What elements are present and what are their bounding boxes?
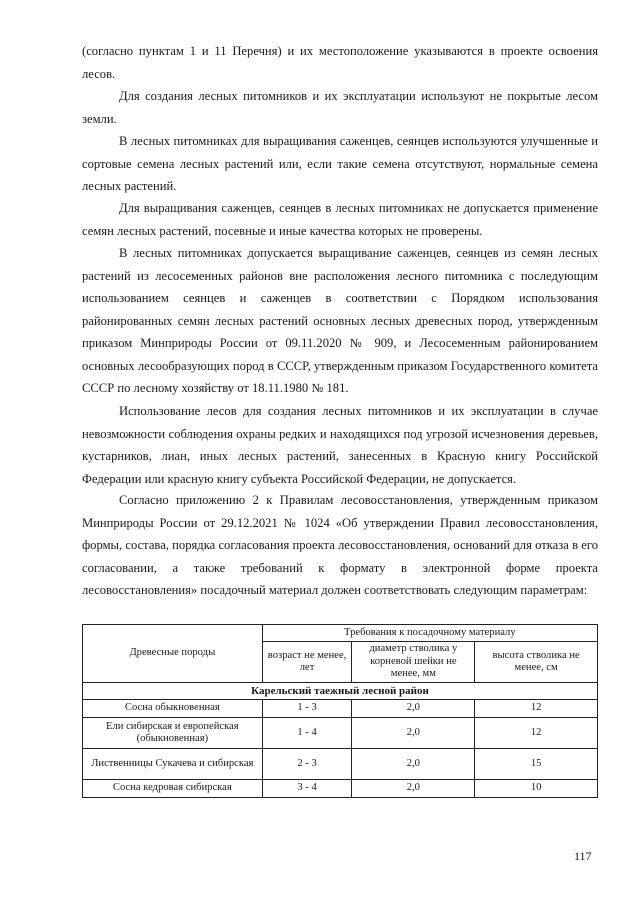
paragraph-4: Для выращивания саженцев, сеянцев в лесных питомниках не допускается применение семян лесных растений, посевные и иные качества которых не проверены. [82,201,598,238]
table-row [83,700,598,718]
region-label: Карельский таежный лесной район [83,683,598,700]
cell-diameter: 2,0 [352,718,475,749]
paragraph-5: В лесных питомниках допускается выращивание саженцев, сеянцев из семян лесных растений из лесосеменных районов вне расположения лесного питомника с последующим использованием сеянцев и саженцев в соответствии с Порядком использования районированных семян лесных растений основных лесных древесных пород, утвержденным приказом Минприроды России от 09.11.2020 № 909, и Лесосеменным районированием основных лесообразующих пород в СССР, утвержденным приказом Государственного комитета СССР по лесному хозяйству от 18.11.1980 № 181. [82,246,598,395]
cell-age: 1 - 4 [262,718,352,749]
cell-height: 12 [475,700,598,718]
cell-diameter: 2,0 [352,700,475,718]
table-row [83,780,598,798]
cell-height: 15 [475,749,598,780]
cell-height: 10 [475,780,598,798]
table-region-row [83,683,598,700]
cell-age: 1 - 3 [262,700,352,718]
cell-species: Сосна кедровая сибирская [83,780,263,798]
cell-age: 3 - 4 [262,780,352,798]
cell-species: Лиственницы Сукачева и сибирская [83,749,263,780]
header-diameter: диаметр стволика у корневой шейки не менее, мм [352,642,475,683]
header-species: Древесные породы [83,625,263,683]
header-age: возраст не менее, лет [262,642,352,683]
paragraph-1: (согласно пунктам 1 и 11 Перечня) и их местоположение указываются в проекте освоения лесов. [82,44,598,81]
cell-species: Ели сибирская и европейская (обыкновенная) [83,718,263,749]
header-requirements: Требования к посадочному материалу [262,625,597,642]
cell-species: Сосна обыкновенная [83,700,263,718]
page-number: 117 [574,849,592,863]
cell-diameter: 2,0 [352,749,475,780]
cell-diameter: 2,0 [352,780,475,798]
cell-height: 12 [475,718,598,749]
table-row [83,718,598,749]
paragraph-3: В лесных питомниках для выращивания саженцев, сеянцев используются улучшенные и сортовые семена лесных растений или, если такие семена отсутствуют, нормальные семена лесных растений. [82,134,598,193]
table-row [83,749,598,780]
table-header-row [83,625,598,642]
paragraph-2: Для создания лесных питомников и их эксплуатации используют не покрытые лесом земли. [82,89,598,126]
planting-material-table [82,624,598,798]
paragraph-7: Согласно приложению 2 к Правилам лесовосстановления, утвержденным приказом Минприроды России от 29.12.2021 № 1024 «Об утверждении Правил лесовосстановления, формы, состава, порядка согласования проекта лесовосстановления, оснований для отказа в его согласовании, а также требований к формату в электронной форме проекта лесовосстановления» посадочный материал должен соответствовать следующим параметрам: [82,493,598,597]
cell-age: 2 - 3 [262,749,352,780]
header-height: высота стволика не менее, см [475,642,598,683]
paragraph-6: Использование лесов для создания лесных питомников и их эксплуатации в случае невозможности соблюдения охраны редких и находящихся под угрозой исчезновения деревьев, кустарников, лиан, иных лесных растений, занесенных в Красную книгу Российской Федерации или красную книгу субъекта Российской Федерации, не допускается. [82,404,598,486]
